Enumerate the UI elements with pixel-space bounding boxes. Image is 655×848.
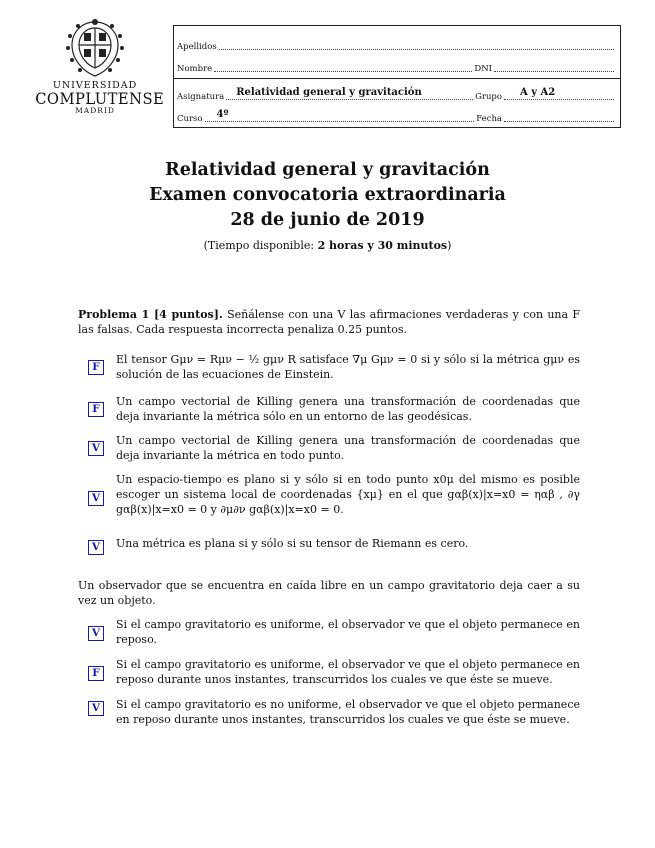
statement-text: Si el campo gravitatorio es uniforme, el observador ve que el objeto permanece en reposo durante unos instantes, transcurridos los cuales ve que éste se mueve. <box>116 658 580 686</box>
statement-text: Si el campo gravitatorio es no uniforme, el observador ve que el objeto permanece en reposo durante unos instantes, transcurridos los cuales ve que éste se mueve. <box>116 698 580 726</box>
grupo-value: A y A2 <box>520 87 556 98</box>
nombre-field[interactable] <box>214 70 472 72</box>
nombre-row <box>177 60 616 74</box>
grupo-label: Grupo <box>475 92 502 102</box>
student-info-box <box>173 25 621 128</box>
nombre-label: Nombre <box>177 64 213 74</box>
asignatura-row <box>177 88 616 102</box>
answer-box: V <box>88 441 104 456</box>
answer-box: V <box>88 626 104 641</box>
statement-text: Un espacio-tiempo es plano si y sólo si en todo punto x0μ del mismo es posible escoger un sistema local de coordenadas {xμ} en el que gαβ(x)|x=x0 = ηαβ , ∂γ gαβ(x)|x=x0 = 0 y ∂μ∂ν gαβ(x)|x=x0 = 0. <box>116 473 580 516</box>
logo-line3: MADRID <box>75 106 115 115</box>
time-prefix: (Tiempo disponible: <box>203 239 318 252</box>
time-duration: 2 horas y 30 minutos <box>317 239 448 252</box>
fecha-label: Fecha <box>476 114 502 124</box>
dni-field[interactable] <box>494 70 614 72</box>
curso-row <box>177 110 616 124</box>
curso-value: 4º <box>216 109 229 120</box>
answer-box: V <box>88 540 104 555</box>
exam-date: 28 de junio de 2019 <box>230 210 425 230</box>
problem-instructions: Señálense con una V las afirmaciones verdaderas y con una F las falsas. Cada respuesta incorrecta penaliza 0.25 puntos. <box>78 308 580 336</box>
statement-text: Si el campo gravitatorio es uniforme, el observador ve que el objeto permanece en reposo. <box>116 618 580 646</box>
observer-intro: Un observador que se encuentra en caída libre en un campo gravitatorio deja caer a su vez un objeto. <box>78 579 580 607</box>
crest-icon <box>60 18 130 80</box>
answer-box: V <box>88 491 104 506</box>
apellidos-label: Apellidos <box>177 42 217 52</box>
apellidos-field[interactable] <box>219 48 614 50</box>
curso-label: Curso <box>177 114 203 124</box>
university-logo <box>30 18 165 115</box>
logo-line2: COMPLUTENSE <box>35 89 165 108</box>
time-available <box>0 239 655 252</box>
header-divider <box>174 78 620 79</box>
statement-text: Una métrica es plana si y sólo si su tensor de Riemann es cero. <box>116 537 469 550</box>
logo-line1: UNIVERSIDAD <box>52 80 138 91</box>
answer-box: F <box>88 666 104 681</box>
dni-label: DNI <box>474 64 492 74</box>
asignatura-value: Relatividad general y gravitación <box>236 87 422 98</box>
fecha-field[interactable] <box>504 120 614 122</box>
answer-box: F <box>88 402 104 417</box>
curso-field[interactable] <box>205 109 475 122</box>
time-suffix: ) <box>447 239 452 252</box>
exam-title: Relatividad general y gravitación <box>165 160 490 180</box>
exam-subtitle: Examen convocatoria extraordinaria <box>149 185 506 205</box>
apellidos-row <box>177 38 616 52</box>
problem-intro <box>78 307 580 337</box>
answer-box: F <box>88 360 104 375</box>
grupo-field[interactable] <box>504 87 614 100</box>
answer-box: V <box>88 701 104 716</box>
statement-text: Un campo vectorial de Killing genera una transformación de coordenadas que deja invariante la métrica sólo en un entorno de las geodésicas. <box>116 395 580 423</box>
statement-text: El tensor Gμν = Rμν − ½ gμν R satisface ∇μ Gμν = 0 si y sólo si la métrica gμν es solución de las ecuaciones de Einstein. <box>116 353 580 381</box>
problem-heading: Problema 1 [4 puntos]. <box>78 308 223 321</box>
statement-text: Un campo vectorial de Killing genera una transformación de coordenadas que deja invariante la métrica en todo punto. <box>116 434 580 462</box>
asignatura-field[interactable] <box>226 87 473 100</box>
asignatura-label: Asignatura <box>177 92 225 102</box>
